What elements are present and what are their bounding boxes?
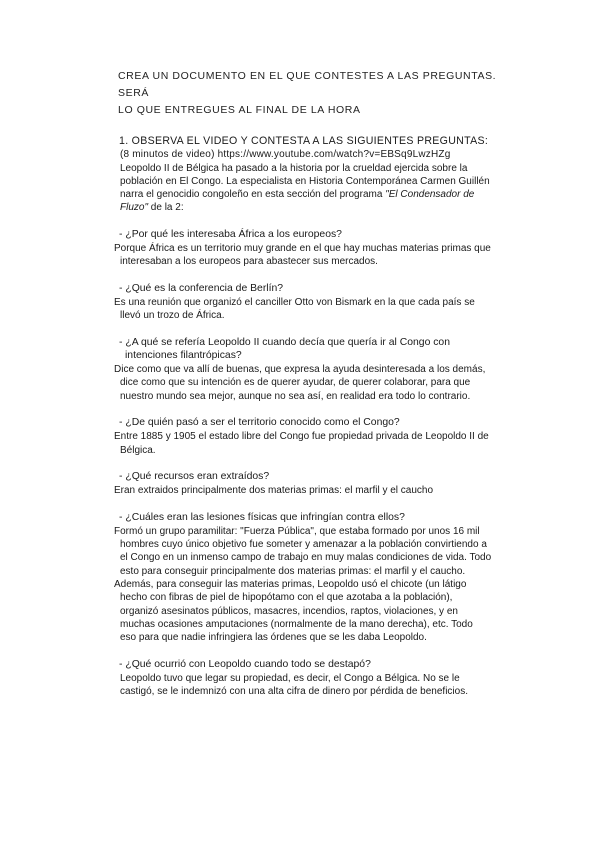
answer — [120, 672, 514, 699]
header-line-1: CREA UN DOCUMENTO EN EL QUE CONTESTES A LAS PREGUNTAS. SERÁ — [118, 70, 497, 99]
answer-line: nuestro mundo sea mejor, aunque no sea así, en realidad era todo lo contrario. — [120, 390, 471, 402]
answer-line: Formó un grupo paramilitar: "Fuerza Pública", que estaba formado por unos 16 mil — [114, 525, 480, 537]
question-line: - ¿De quién pasó a ser el territorio conocido como el Congo? — [119, 417, 400, 429]
intro-line: Leopoldo II de Bélgica ha pasado a la historia por la crueldad ejercida sobre la — [120, 162, 468, 174]
answer — [114, 430, 514, 457]
assignment-header — [118, 68, 518, 119]
video-link[interactable]: (8 minutos de video) https://www.youtube.com/watch?v=EBSq9LwzHZg — [120, 149, 451, 161]
answer-line: Además, para conseguir las materias primas, Leopoldo usó el chicote (un látigo — [114, 579, 467, 591]
answer-line: llevó un trozo de África. — [120, 310, 225, 322]
question — [119, 470, 514, 483]
question-line: - ¿Qué ocurrió con Leopoldo cuando todo se destapó? — [119, 658, 371, 670]
program-name: "El Condensador de — [385, 189, 475, 201]
answer-line: eso para que nadie infringiera las órdenes que se les daba Leopoldo. — [120, 632, 427, 644]
answer — [114, 296, 514, 323]
answer-paragraph — [114, 363, 514, 403]
answer-line: organizó asesinatos públicos, masacres, incendios, raptos, violaciones, y en — [120, 605, 458, 617]
answer-line: Eran extraidos principalmente dos materias primas: el marfil y el caucho — [114, 485, 434, 497]
program-name-end: Fluzo" — [120, 202, 149, 214]
intro-line — [120, 188, 514, 201]
question — [119, 511, 514, 524]
answer-line: muchas ocasiones amputaciones (normalmente de la mano derecha), etc. Todo — [120, 618, 473, 630]
intro-line: población en El Congo. La especialista en Historia Contemporánea Carmen Guillén — [120, 175, 490, 187]
question-line: - ¿Qué es la conferencia de Berlín? — [119, 282, 284, 294]
answer-paragraph — [114, 525, 514, 578]
answer — [114, 484, 514, 497]
question-line: - ¿Qué recursos eran extraídos? — [119, 470, 270, 482]
question-answer-list — [114, 228, 514, 699]
intro-line-text: narra el genocidio congoleño en esta sección del programa — [120, 189, 383, 201]
document-body — [114, 135, 514, 698]
answer — [114, 242, 514, 269]
answer-paragraph — [114, 484, 514, 497]
answer-paragraph — [114, 578, 514, 644]
section-title: 1. OBSERVA EL VIDEO Y CONTESTA A LAS SIGUIENTES PREGUNTAS: — [119, 135, 489, 147]
header-line-2: LO QUE ENTREGUES AL FINAL DE LA HORA — [118, 104, 361, 116]
answer — [114, 525, 514, 645]
question — [119, 336, 514, 363]
question — [119, 282, 514, 295]
question-line: - ¿A qué se refería Leopoldo II cuando decía que quería ir al Congo con — [119, 336, 450, 348]
answer-line: Es una reunión que organizó el canciller Otto von Bismark en la que cada país se — [114, 296, 475, 308]
question — [119, 658, 514, 671]
intro-line — [120, 201, 514, 214]
answer-paragraph — [114, 242, 514, 269]
answer-line: interesaban a los europeos para abastecer sus mercados. — [120, 256, 378, 268]
answer-line: Porque África es un territorio muy grande en el que hay muchas materias primas que — [114, 243, 491, 255]
answer — [114, 363, 514, 403]
answer-paragraph — [114, 430, 514, 457]
intro-end: de la 2: — [148, 202, 184, 214]
answer-line: dice como que su intención es de querer ayudar, de querer colaborar, para que — [120, 377, 471, 389]
answer-line: Entre 1885 y 1905 el estado libre del Congo fue propiedad privada de Leopoldo II de — [114, 431, 489, 443]
question-line: - ¿Por qué les interesaba África a los europeos? — [119, 228, 342, 240]
answer-paragraph — [120, 672, 514, 699]
question-line: intenciones filantrópicas? — [125, 349, 242, 361]
intro-paragraph — [120, 162, 514, 215]
answer-line: Dice como que va allí de buenas, que expresa la ayuda desinteresada a los demás, — [114, 364, 486, 376]
answer-line: el Congo en un inmenso campo de trabajo en muy malas condiciones de vida. Todo — [120, 552, 492, 564]
question — [119, 416, 514, 429]
answer-line: Bélgica. — [120, 444, 156, 456]
answer-line: esto para conseguir principalmente dos materias primas: el marfil y el caucho. — [120, 565, 466, 577]
answer-line: hombres cuyo único objetivo fue someter y amenazar a la población convirtiendo a — [120, 539, 487, 551]
answer-paragraph — [114, 296, 514, 323]
answer-line: castigó, se le indemnizó con una alta cifra de dinero por pérdida de beneficios. — [120, 686, 468, 698]
answer-line: hecho con fibras de piel de hipopótamo con el que azotaba a la población), — [120, 592, 453, 604]
question-line: - ¿Cuáles eran las lesiones físicas que infringían contra ellos? — [119, 511, 405, 523]
answer-line: Leopoldo tuvo que legar su propiedad, es decir, el Congo a Bélgica. No se le — [120, 672, 460, 684]
question — [119, 228, 514, 241]
